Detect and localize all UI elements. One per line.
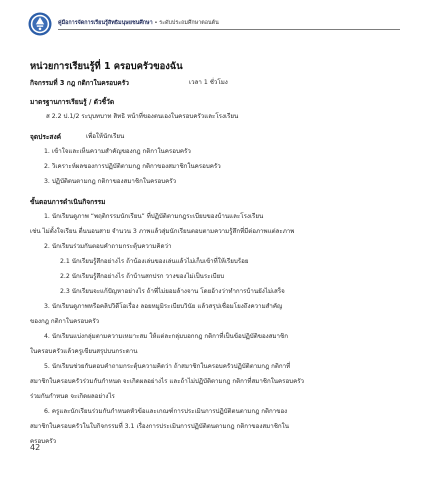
procedure-heading: ขั้นตอนการดำเนินกิจกรรม	[30, 198, 106, 206]
header-subtitle: • ระดับประถมศึกษาตอนต้น	[152, 20, 219, 26]
procedure-line: เช่น ไม่ตั้งใจเรียน ตื่นนอนสาย จำนวน 3 ภาพแล้วสุ่มนักเรียนตอบตามความรู้สึกที่มีต่อภาพแต่ละภาพ	[30, 228, 295, 235]
procedure-line: สมาชิกในครอบครัวในใบกิจกรรมที่ 3.1 เรื่องการประเมินการปฏิบัติตนตามกฎ กติกาของสมาชิกใน	[30, 423, 289, 430]
org-seal-icon	[28, 12, 52, 36]
objective-item: 3. ปฏิบัติตนตามกฎ กติกาของสมาชิกในครอบครัว	[44, 178, 177, 185]
procedure-line: 2. นักเรียนร่วมกันตอบคำถามกระตุ้นความคิดว่า	[44, 243, 172, 250]
objectives-intro: เพื่อให้นักเรียน	[86, 133, 125, 140]
procedure-line: 4. นักเรียนแบ่งกลุ่มตามความเหมาะสม ให้แต่ละกลุ่มบอกกฎ กติกาที่เป็นข้อปฏิบัติของสมาชิก	[44, 333, 288, 340]
header-text	[58, 19, 219, 27]
procedure-line: 5. นักเรียนช่วยกันตอบคำถามกระตุ้นความคิดว่า ถ้าสมาชิกในครอบครัวปฏิบัติตามกฎ กติกาที่	[44, 363, 291, 370]
procedure-line: 6. ครูและนักเรียนร่วมกันกำหนดหัวข้อและเกณฑ์การประเมินการปฏิบัติตนตามกฎ กติกาของ	[44, 408, 288, 415]
objective-item: 1. เข้าใจและเห็นความสำคัญของกฎ กติกาในครอบครัว	[44, 148, 191, 155]
procedure-line: ร่วมกันกำหนด จะเกิดผลอย่างไร	[30, 393, 115, 400]
procedure-line: 3. นักเรียนดูภาพหรือคลิปวิดีโอเรื่อง ลอยหมูมิระเบียบวินัย แล้วสรุปเชื่อมโยงถึงความสำคัญ	[44, 303, 283, 310]
procedure-subline: 2.2 นักเรียนรู้สึกอย่างไร ถ้าบ้านสกปรก วางของไม่เป็นระเบียบ	[60, 273, 225, 280]
standards-heading: มาตรฐานการเรียนรู้ / ตัวชี้วัด	[30, 98, 115, 106]
procedure-line: 1. นักเรียนดูภาพ “พฤติกรรมนักเรียน” ที่ปฏิบัติตามกฎระเบียบของบ้านและโรงเรียน	[44, 213, 264, 220]
procedure-line: ในครอบครัวแล้วครูเขียนสรุปบนกระดาน	[30, 348, 138, 355]
procedure-line: ครอบครัว	[30, 438, 57, 445]
page-number: 42	[30, 443, 41, 452]
procedure-subline: 2.1 นักเรียนรู้สึกอย่างไร ถ้าน้องเล่นของเล่นแล้วไม่เก็บเข้าที่ให้เรียบร้อย	[60, 258, 249, 265]
unit-title: หน่วยการเรียนรู้ที่ 1 ครอบครัวของฉัน	[30, 61, 183, 72]
objective-item: 2. วิเคราะห์ผลของการปฏิบัติตามกฎ กติกาของสมาชิกในครอบครัว	[44, 163, 221, 170]
header-title: คู่มือการจัดการเรียนรู้สิทธิมนุษยชนศึกษา	[58, 20, 153, 26]
page-header	[28, 12, 400, 38]
activity-title: กิจกรรมที่ 3 กฎ กติกาในครอบครัว	[30, 79, 129, 87]
procedure-line: สมาชิกในครอบครัวร่วมกันกำหนด จะเกิดผลอย่างไร และถ้าไม่ปฏิบัติตามกฎ กติกาที่สมาชิกในครอบครัว	[30, 378, 305, 385]
objectives-heading: จุดประสงค์	[30, 133, 62, 141]
header-divider	[58, 29, 400, 30]
procedure-subline: 2.3 นักเรียนจะแก้ปัญหาอย่างไร ถ้าพี่ไม่ยอมล้างจาน โดยอ้างว่าทำการบ้านยังไม่เสร็จ	[60, 288, 285, 295]
standards-item: ส 2.2 ป.1/2 ระบุบทบาท สิทธิ หน้าที่ของตนเองในครอบครัวและโรงเรียน	[46, 113, 239, 120]
activity-time: เวลา 1 ชั่วโมง	[189, 79, 228, 86]
procedure-line: ของกฎ กติกาในครอบครัว	[30, 318, 100, 325]
